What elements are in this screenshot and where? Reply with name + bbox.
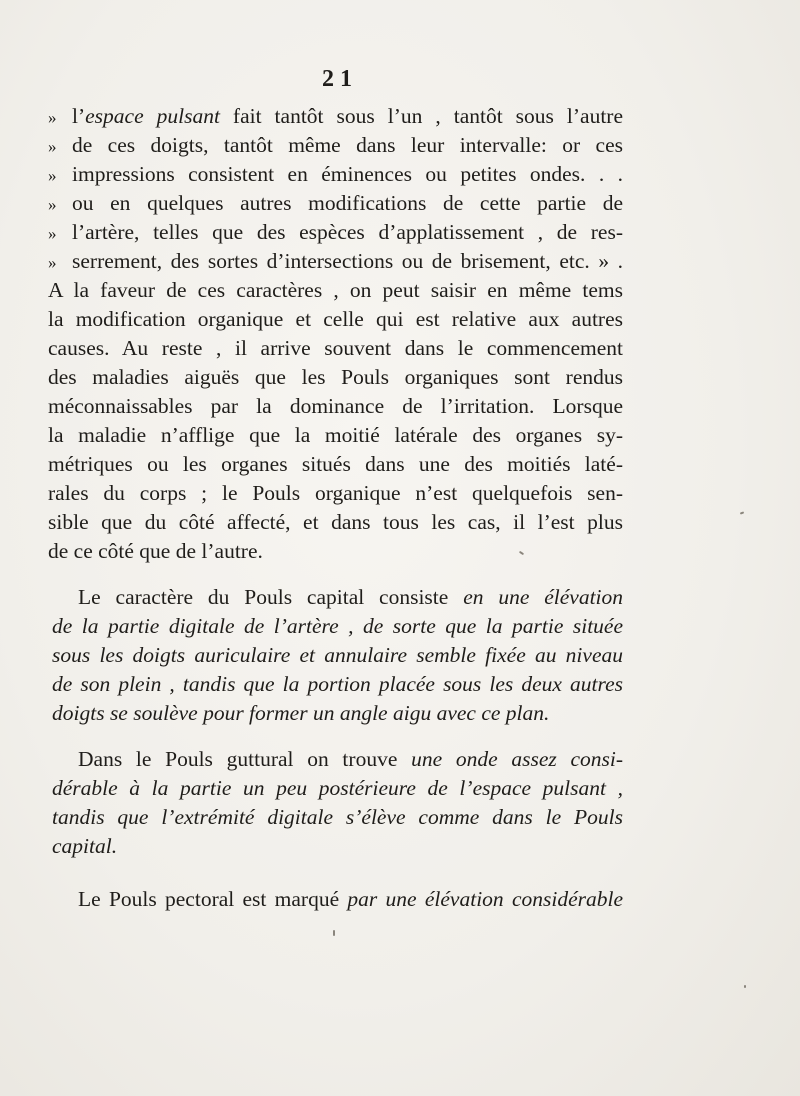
- body-line: métriques ou les organes situés dans une des moitiés laté-: [48, 452, 623, 476]
- guttural-pulse-line-1: [78, 744, 623, 774]
- text-fragment: serrement, des sortes d’intersections ou de brisement, etc. » .: [72, 249, 623, 273]
- italic-phrase: par une élévation considérable: [347, 887, 623, 911]
- body-line: causes. Au reste , il arrive souvent dans le commencement: [48, 336, 623, 360]
- capital-pulse-line-1: [78, 582, 623, 612]
- italic-phrase: espace pulsant: [85, 104, 220, 128]
- text-fragment: Dans le Pouls guttural on trouve: [78, 747, 398, 771]
- ink-speck: [740, 511, 744, 514]
- quote-line-2: [48, 130, 623, 160]
- page-number: 21: [322, 66, 358, 92]
- capital-pulse-line: doigts se soulève pour former un angle aigu avec ce plan.: [52, 701, 550, 725]
- quote-line-4: [48, 188, 623, 218]
- quote-mark: »: [48, 195, 57, 214]
- text-fragment: impressions consistent en éminences ou petites ondes. . .: [72, 162, 623, 186]
- capital-pulse-line: sous les doigts auriculaire et annulaire semble fixée au niveau: [52, 643, 623, 667]
- body-line: méconnaissables par la dominance de l’irritation. Lorsque: [48, 394, 623, 418]
- quote-mark: »: [48, 224, 57, 243]
- quote-line-3: [48, 159, 623, 189]
- text-fragment: fait tantôt sous l’un , tantôt sous l’autre: [219, 104, 623, 128]
- text-fragment: l’: [72, 104, 86, 128]
- quote-mark: »: [48, 137, 57, 156]
- text-fragment: Le Pouls pectoral est marqué: [78, 887, 340, 911]
- ink-speck: [744, 985, 746, 988]
- guttural-pulse-line: capital.: [52, 834, 118, 858]
- guttural-pulse-line: dérable à la partie un peu postérieure de l’espace pulsant ,: [52, 776, 623, 800]
- italic-phrase: une onde assez consi-: [411, 747, 623, 771]
- body-line: des maladies aiguës que les Pouls organiques sont rendus: [48, 365, 623, 389]
- quote-line-1: [48, 101, 623, 131]
- body-line: la modification organique et celle qui est relative aux autres: [48, 307, 623, 331]
- capital-pulse-line: de son plein , tandis que la portion placée sous les deux autres: [52, 672, 623, 696]
- text-fragment: Le caractère du Pouls capital consiste: [78, 585, 449, 609]
- quote-mark: »: [48, 166, 57, 185]
- quote-mark: »: [48, 108, 57, 127]
- body-line: A la faveur de ces caractères , on peut saisir en même tems: [48, 278, 623, 302]
- text-fragment: de ces doigts, tantôt même dans leur intervalle: or ces: [72, 133, 623, 157]
- body-line: rales du corps ; le Pouls organique n’est quelquefois sen-: [48, 481, 623, 505]
- guttural-pulse-line: tandis que l’extrémité digitale s’élève comme dans le Pouls: [52, 805, 623, 829]
- ink-speck: [333, 930, 335, 936]
- text-fragment: l’artère, telles que des espèces d’applatissement , de res-: [72, 220, 623, 244]
- quote-line-6: [48, 246, 623, 276]
- body-line: sible que du côté affecté, et dans tous les cas, il l’est plus: [48, 510, 623, 534]
- pectoral-pulse-line-1: [78, 884, 623, 914]
- body-line: la maladie n’afflige que la moitié latérale des organes sy-: [48, 423, 623, 447]
- capital-pulse-line: de la partie digitale de l’artère , de sorte que la partie située: [52, 614, 623, 638]
- quote-mark: »: [48, 253, 57, 272]
- body-line: de ce côté que de l’autre.: [48, 539, 263, 563]
- italic-phrase: en une élévation: [463, 585, 624, 609]
- text-fragment: ou en quelques autres modifications de cette partie de: [72, 191, 623, 215]
- quote-line-5: [48, 217, 623, 247]
